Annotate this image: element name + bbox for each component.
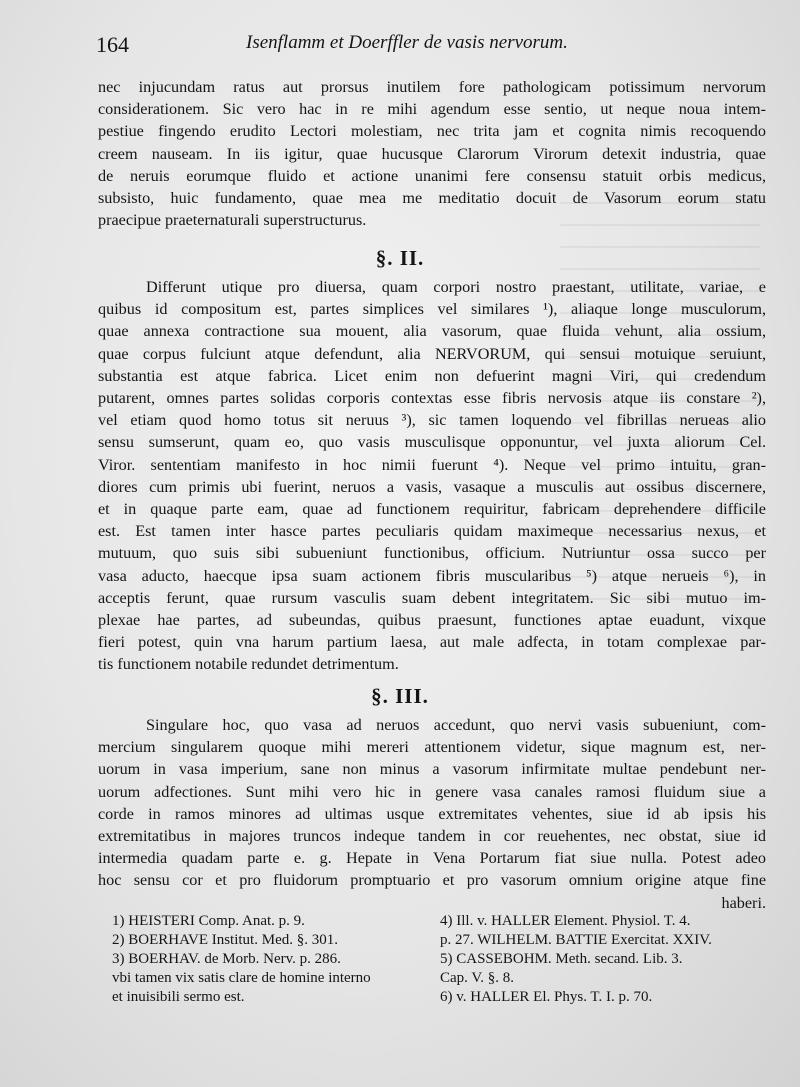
text-line: corde in ramos minores ad ultimas usque extremitates vehentes, siue id ab ipsis his [98,804,766,823]
footnotes-left-column [112,912,422,1007]
text-line: Differunt utique pro diuersa, quam corpori nostro praestant, utilitate, variae, e [146,278,766,296]
text-line: praecipue praeternaturali superstructurus. [98,211,367,230]
section-heading-3: §. III. [371,684,429,708]
running-head: Isenflamm et Doerffler de vasis nervorum. [246,32,568,53]
footnote: et inuisibili sermo est. [112,989,245,1005]
text-line: hoc sensu cor et pro fluidorum promptuario et pro vasorum omnium origine atque fine [98,871,766,890]
footnote: p. 27. WILHELM. BATTIE Exercitat. XXIV. [440,932,712,948]
footnote: vbi tamen vix satis clare de homine interno [112,970,371,986]
text-line: uorum adfectiones. Sunt mihi vero hic in genere vasa canales ramosi fluidum siue a [98,782,766,801]
text-line: haberi. [721,893,766,912]
text-line: mutuum, quo suis sibi subueniunt functionibus, officium. Nutriuntur ossa succo per [98,544,766,563]
text-line: diores cum primis ubi fuerint, neruos a vasis, vasaque a musculis aut ossibus discernere, [98,477,766,496]
footnote: Cap. V. §. 8. [440,970,515,986]
text-line: intermedia quadam parte e. g. Hepate in Vena Portarum fiat siue nulla. Potest adeo [98,849,766,868]
footnote: 3) BOERHAV. de Morb. Nerv. p. 286. [112,951,341,967]
page-number: 164 [96,32,129,57]
page-header [96,30,766,60]
footnote: 6) v. HALLER El. Phys. T. I. p. 70. [440,989,653,1005]
text-line: substantia est atque fabrica. Licet enim non defuerint magni Viri, qui credendum [98,366,766,385]
text-line: tis functionem notabile redundet detrimentum. [98,655,399,674]
text-line: plexae hae partes, ad subeundas, quibus praesunt, functiones aptae euadunt, vixque [98,611,766,630]
text-line: creem nauseam. In iis igitur, quae hucusque Clarorum Virorum detexit industria, quae [98,144,766,163]
text-line: sensu sumserunt, quam eo, quo vasis musculisque opponuntur, vel juxta aliorum Cel. [98,433,766,452]
text-line: vel etiam quod homo totus sit neruus ³), sic tamen loquendo vel fibrillas nerueas alio [98,411,766,430]
text-line: fieri potest, quin vna harum partium laesa, aut male adfecta, in totam complexae par- [98,633,766,652]
intro-paragraph [98,76,766,231]
text-line: acceptis ferunt, quae rursum vasculis suam debent integritatem. Sic sibi mutuo im- [98,588,766,607]
text-line: quae annexa contractione sua mouent, alia vasorum, quae fluida vehunt, alia ossium, [98,322,766,341]
text-line: Singulare hoc, quo vasa ad neruos accedunt, quo nervi vasis subueniunt, com- [146,716,766,734]
text-line: extremitatibus in majores truncos indeque tandem in cor reuehentes, nec obstat, siue id [98,827,766,846]
section-2-paragraph [98,276,766,676]
text-line: de neruis eorumque fluido et actione unanimi fere consensu statuit orbis medicus, [98,166,766,185]
footnote: 1) HEISTERI Comp. Anat. p. 9. [112,913,305,929]
footnote: 5) CASSEBOHM. Meth. secand. Lib. 3. [440,951,683,967]
text-line: quibus id compositum est, partes simplices vel similares ¹), aliaque longe musculorum, [98,300,766,319]
text-line: subsisto, huic fundamento, quae mea me meditatio docuit de Vasorum eorum statu [98,189,766,208]
text-line: et in quaque parte eam, quae ad functionem requiritur, fabricam deprehendere difficile [98,500,766,519]
text-line: nec injucundam ratus aut prorsus inutilem fore pathologicam potissimum nervorum [98,78,766,96]
text-line: quae corpus fulciunt atque defendunt, alia NERVORUM, qui sensui motuique seruiunt, [98,344,766,363]
text-line: uorum in vasa imperium, sane non minus a vasorum infirmitate multae pendebunt ner- [98,760,766,779]
text-line: putarent, omnes partes solidas corporis contextas esse fibris nervosis atque iis constare ²), [98,389,766,408]
text-line: vasa aducto, haecque ipsa suam actionem fibris muscularibus ⁵) atque nerueis ⁶), in [98,566,766,585]
text-line: est. Est tamen inter hasce partes peculiaris quidam maximeque necessarius nexus, et [98,522,766,541]
text-line: mercium singularem quoque mihi mereri attentionem videtur, sique magnum est, ner- [98,738,766,757]
footnote: 4) Ill. v. HALLER Element. Physiol. T. 4. [440,913,691,929]
section-3-paragraph [98,714,766,914]
footnote: 2) BOERHAVE Institut. Med. §. 301. [112,932,338,948]
footnotes-right-column [440,912,770,1007]
text-line: Viror. sententiam manifesto in hoc nimii fuerunt ⁴). Neque vel primo intuitu, gran- [98,455,766,474]
text-line: pestiue fingendo erudito Lectori molestiam, nec trita jam et cognita nimis recoquendo [98,122,766,141]
text-line: considerationem. Sic vero hac in re mihi agendum esse sentio, ut neque noua intem- [98,100,766,119]
section-heading-2: §. II. [375,246,425,270]
